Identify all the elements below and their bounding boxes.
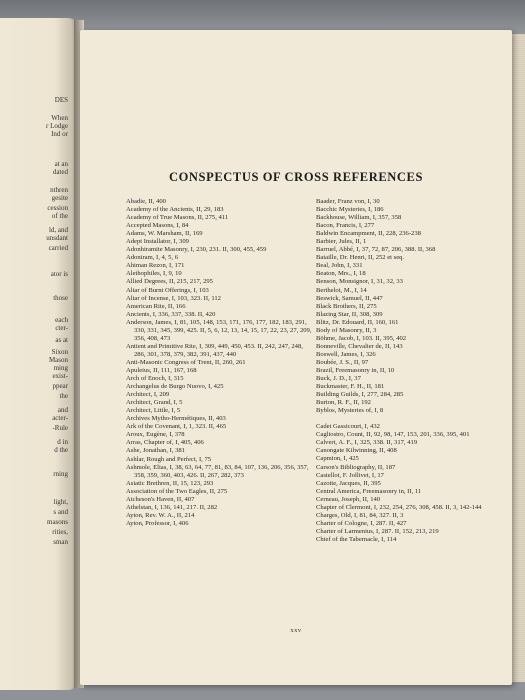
index-entry: Beaton, Mrs., I, 18	[316, 270, 366, 278]
index-entry: Boswell, James, I, 326	[316, 350, 376, 358]
left-page-text-fragment: as at	[55, 336, 68, 344]
index-entry: Berthelot, M., I, 14	[316, 286, 367, 294]
index-entry: Academy of True Masons, II, 275, 411	[126, 214, 229, 222]
index-entry: Building Guilds, I, 277, 284, 285	[316, 391, 404, 399]
index-entry: Buckmaster, F. H., II, 181	[316, 383, 385, 391]
index-entry: Association of the Two Eagles, II, 275	[126, 487, 228, 495]
index-entry: Academy of the Ancients, II, 29, 183	[126, 206, 224, 214]
left-page-text-fragment: cter-	[55, 324, 68, 332]
index-entry: Arch of Enoch, I, 315	[126, 375, 184, 383]
left-page	[0, 18, 78, 690]
index-entry: Barbier, Jules, II, 1	[316, 238, 367, 246]
index-entry: Aroux, Eugène, I, 378	[126, 431, 185, 439]
index-entry: Anderson, James, I, 81, 105, 148, 153, 171, 176, 177, 182, 183, 291, 330, 331, 345, 399, 425. II, 5, 6, 12, 13, 14, 15, 17, 22, 23, 27, 209, 356, 408, 473	[126, 318, 312, 342]
index-entry: Bacchic Mysteries, I, 186	[316, 206, 384, 214]
index-entry: Cazotte, Jacques, II, 395	[316, 479, 381, 487]
left-page-text-fragment: light,	[53, 498, 68, 506]
index-entry: Allied Degrees, II, 215, 217, 295	[126, 278, 213, 286]
index-entry: Archangelus de Burgo Nuovo, I, 425	[126, 383, 224, 391]
left-page-text-fragment: -Rule	[52, 424, 68, 432]
index-entry: Adept Installator, I, 309	[126, 238, 189, 246]
left-page-text-fragment: Sixon	[51, 348, 68, 356]
left-page-text-fragment: rning	[53, 470, 68, 478]
left-page-text-fragment: dated	[52, 168, 68, 176]
left-page-text-fragment: When	[51, 114, 68, 122]
left-page-text-fragment: d in	[57, 438, 68, 446]
index-entry: Ashmole, Elias, I, 38, 63, 64, 77, 81, 83, 84, 107, 136, 206, 356, 357, 358, 359, 360, 403, 426. II, 267, 282, 373	[126, 463, 309, 479]
index-entry: Ashe, Jonathan, I, 381	[126, 447, 185, 455]
index-entry: Central America, Freemasonry in, II, 11	[316, 487, 422, 495]
left-page-text-fragment: d the	[54, 446, 68, 454]
index-entry: Byblos, Mysteries of, I, 8	[316, 407, 384, 415]
left-page-text-fragment: Ind or	[51, 130, 68, 138]
left-page-text-fragment: the	[59, 392, 68, 400]
index-entry: American Rite, II, 166	[126, 302, 186, 310]
left-page-text-fragment: Mason	[48, 356, 68, 364]
group-separator	[316, 415, 502, 423]
index-entry: Adams, W. Marsham, II, 169	[126, 230, 203, 238]
index-entry: Cerneau, Joseph, II, 140	[316, 495, 381, 503]
index-entry: Castellot, F. Jollivet, I, 17	[316, 471, 384, 479]
left-page-text-fragment: nthren	[50, 186, 68, 194]
index-entry: Asiatic Brethren, II, 15, 123, 293	[126, 479, 214, 487]
index-entry: Bonneville, Chevalier de, II, 143	[316, 342, 403, 350]
index-entry: Chapter of Clermont, I, 232, 254, 276, 308, 458. II, 3, 142-144	[316, 503, 482, 511]
left-page-text-fragment: r Lodge	[46, 122, 68, 130]
index-entry: Antient and Primitive Rite, I, 309, 449, 450, 453. II, 242, 247, 248, 286, 301, 378, 379, 382, 391, 437, 440	[126, 342, 303, 358]
index-column-right	[316, 198, 502, 544]
index-entry: Carson's Bibliography, II, 187	[316, 463, 396, 471]
page-edges	[512, 34, 525, 682]
index-entry: Architect, Grand, I, 5	[126, 399, 183, 407]
left-page-text-fragment: ld, and	[48, 226, 68, 234]
index-entry: Ashlar, Rough and Perfect, I, 75	[126, 455, 212, 463]
index-entry: Abadie, II, 400	[126, 198, 166, 205]
index-entry: Benson, Monsignor, I, 31, 32, 33	[316, 278, 403, 286]
index-entry: Ayton, Rev. W. A., II, 214	[126, 511, 195, 519]
left-page-text-fragment: sman	[53, 538, 68, 546]
index-entry: Buck, J. D., I, 37	[316, 375, 361, 383]
left-page-text-fragment: ming	[53, 364, 68, 372]
index-entry: Burton, R. F., II, 192	[316, 399, 371, 407]
index-entry: Altar of Incense, I, 103, 323. II, 112	[126, 294, 221, 302]
right-page	[80, 30, 512, 685]
left-page-text-fragment: gesite	[51, 194, 68, 202]
index-entry: Architect, I, 209	[126, 391, 170, 399]
index-entry: Baader, Franz von, I, 30	[316, 198, 380, 205]
left-page-text-fragment: DES	[54, 96, 68, 104]
page-number: xxv	[290, 627, 302, 634]
left-page-text-fragment: exist-	[52, 372, 68, 380]
index-entry: Black Brothers, II, 275	[316, 302, 377, 310]
index-entry: Bacon, Francis, I, 277	[316, 222, 375, 230]
left-page-text-fragment: those	[53, 294, 68, 302]
left-page-text-fragment: each	[55, 316, 68, 324]
index-entry: Ayton, Professor, I, 406	[126, 519, 189, 527]
index-entry: Anti-Masonic Congress of Trent, II, 260, 261	[126, 358, 246, 366]
index-entry: Barruel, Abbé, I, 37, 72, 87, 206, 388. II, 368	[316, 246, 436, 254]
index-entry: Alethophiles, I, 9, 10	[126, 270, 182, 278]
index-entry: Ancients, I, 336, 337, 338. II, 420	[126, 310, 216, 318]
index-entry: Body of Masonry, II, 3	[316, 326, 377, 334]
index-entry: Atcheson's Haven, II, 407	[126, 495, 195, 503]
index-entry: Böhme, Jacob, I, 103. II, 395, 402	[316, 334, 407, 342]
left-page-text-fragment: of the	[51, 212, 68, 220]
left-page-text-fragment: at an	[54, 160, 68, 168]
index-entry: Altar of Burnt Offerings, I, 103	[126, 286, 209, 294]
index-entry: Beswick, Samuel, II, 447	[316, 294, 383, 302]
index-entry: Calvert, A. F., I, 325, 338. II, 317, 419	[316, 439, 418, 447]
index-entry: Adoniram, I, 4, 5, 6	[126, 254, 179, 262]
index-column-left	[126, 198, 312, 528]
left-page-text-fragment: cession	[47, 204, 68, 212]
left-page-text-fragment: carried	[48, 244, 68, 252]
index-entry: Backhouse, William, I, 357, 358	[316, 214, 402, 222]
index-entry: Charter of Larmenius, I, 287. II, 152, 213, 219	[316, 527, 439, 535]
index-entry: Baldwin Encampment, II, 228, 236-238	[316, 230, 421, 238]
index-entry: Ark of the Covenant, I, 1, 323. II, 465	[126, 423, 227, 431]
left-page-text-fragment: ppear	[52, 382, 68, 390]
left-page-text-fragment: rities,	[52, 528, 68, 536]
left-page-text-fragment: s and	[53, 508, 68, 516]
page-title: CONSPECTUS OF CROSS REFERENCES	[168, 170, 424, 184]
index-entry: Architect, Little, I, 5	[126, 407, 181, 415]
left-page-text-fragment: acter-	[52, 414, 68, 422]
index-entry: Blitz, Dr. Edouard, II, 160, 161	[316, 318, 399, 326]
index-entry: Charges, Old, I, 81, 84, 327. II, 3	[316, 511, 404, 519]
index-entry: Archives Mytho-Hermétiques, II, 403	[126, 415, 226, 423]
index-entry: Adonhiramite Masonry, I, 230, 231. II, 300, 455, 459	[126, 246, 267, 254]
index-entry: Cagliostro, Count, II, 92, 98, 147, 153, 201, 336, 395, 401	[316, 431, 470, 439]
left-page-text-fragment: unsdant	[46, 234, 68, 242]
index-entry: Boubée, J. S., II, 97	[316, 358, 369, 366]
index-entry: Athelstan, I, 136, 141, 217. II, 282	[126, 503, 218, 511]
index-entry: Beal, John, I, 331	[316, 262, 363, 270]
index-entry: Bataille, Dr. Henri, II, 252 et seq.	[316, 254, 405, 262]
index-entry: Accepted Masons, I, 84	[126, 222, 189, 230]
index-entry: Cadet Gassicourt, I, 432	[316, 423, 380, 431]
left-page-text-fragment: masons	[47, 518, 68, 526]
left-page-text-fragment: and	[57, 406, 68, 414]
index-entry: Charter of Cologne, I, 287. II, 427	[316, 519, 407, 527]
left-page-text-fragment: ator is	[50, 270, 68, 278]
index-entry: Canongate Kilwinning, II, 408	[316, 447, 397, 455]
index-entry: Brazil, Freemasonry in, II, 10	[316, 366, 395, 374]
index-entry: Apuleius, II, 111, 167, 168	[126, 366, 197, 374]
index-entry: Capmion, I, 425	[316, 455, 359, 463]
index-entry: Arras, Chapter of, I, 405, 406	[126, 439, 204, 447]
index-entry: Chief of the Tabernacle, I, 114	[316, 535, 397, 543]
index-entry: Blazing Star, II, 308, 309	[316, 310, 383, 318]
index-entry: Ahiman Rezon, I, 171	[126, 262, 185, 270]
